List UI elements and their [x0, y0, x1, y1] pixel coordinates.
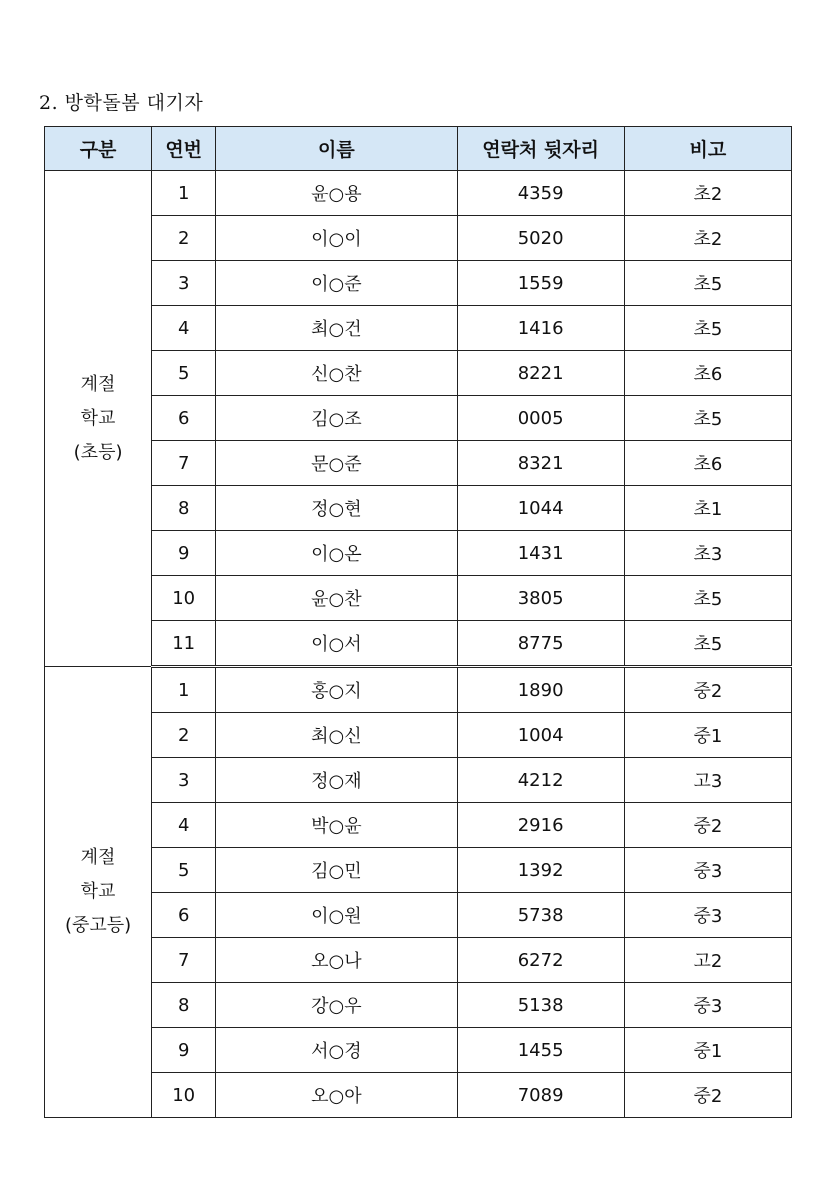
row-phone: 1416: [457, 306, 624, 351]
row-note: 초2: [624, 171, 791, 216]
row-note: 중1: [624, 713, 791, 758]
row-name: 강○우: [216, 983, 457, 1028]
row-name: 오○나: [216, 938, 457, 983]
row-phone: 4359: [457, 171, 624, 216]
row-number: 8: [152, 486, 216, 531]
table-row: [45, 216, 792, 261]
row-number: 2: [152, 216, 216, 261]
row-phone: 6272: [457, 938, 624, 983]
table-row: [45, 893, 792, 938]
row-phone: 7089: [457, 1073, 624, 1118]
row-number: 4: [152, 306, 216, 351]
header-name: 이름: [216, 127, 457, 171]
row-note: 초5: [624, 621, 791, 667]
row-phone: 1559: [457, 261, 624, 306]
row-number: 6: [152, 893, 216, 938]
row-number: 7: [152, 938, 216, 983]
row-number: 11: [152, 621, 216, 667]
row-name: 정○현: [216, 486, 457, 531]
row-note: 중2: [624, 803, 791, 848]
row-name: 윤○용: [216, 171, 457, 216]
row-note: 중3: [624, 893, 791, 938]
group-label-line: 계절: [80, 373, 116, 395]
row-name: 서○경: [216, 1028, 457, 1073]
header-row: [45, 127, 792, 171]
row-number: 9: [152, 1028, 216, 1073]
group-label-line: (중고등): [64, 915, 132, 936]
row-note: 고2: [624, 938, 791, 983]
row-number: 1: [152, 667, 216, 713]
row-number: 8: [152, 983, 216, 1028]
waitlist-table: [44, 126, 792, 1118]
table-row: [45, 713, 792, 758]
row-phone: 1890: [457, 667, 624, 713]
group-elementary: [45, 171, 792, 667]
table-row: [45, 983, 792, 1028]
table-row: [45, 486, 792, 531]
row-note: 중2: [624, 1073, 791, 1118]
table-row: [45, 1073, 792, 1118]
row-number: 1: [152, 171, 216, 216]
group-label-line: 계절: [80, 847, 116, 868]
row-name: 김○민: [216, 848, 457, 893]
row-note: 초6: [624, 351, 791, 396]
row-phone: 5020: [457, 216, 624, 261]
row-phone: 0005: [457, 396, 624, 441]
row-note: 중1: [624, 1028, 791, 1073]
row-name: 이○준: [216, 261, 457, 306]
row-note: 초2: [624, 216, 791, 261]
row-note: 초5: [624, 576, 791, 621]
header-note: 비고: [624, 127, 791, 171]
group-label-line: (초등): [73, 441, 123, 463]
row-number: 6: [152, 396, 216, 441]
header-number: 연번: [152, 127, 216, 171]
row-note: 초3: [624, 531, 791, 576]
row-phone: 2916: [457, 803, 624, 848]
row-number: 3: [152, 261, 216, 306]
row-name: 김○조: [216, 396, 457, 441]
table-row: [45, 938, 792, 983]
row-phone: 1392: [457, 848, 624, 893]
row-name: 홍○지: [216, 667, 457, 713]
row-name: 최○건: [216, 306, 457, 351]
table-row: [45, 1028, 792, 1073]
row-number: 2: [152, 713, 216, 758]
row-phone: 1004: [457, 713, 624, 758]
row-number: 4: [152, 803, 216, 848]
row-number: 9: [152, 531, 216, 576]
row-note: 초1: [624, 486, 791, 531]
row-note: 중2: [624, 667, 791, 713]
row-phone: 1044: [457, 486, 624, 531]
row-note: 초5: [624, 396, 791, 441]
row-name: 문○준: [216, 441, 457, 486]
table-row: [45, 803, 792, 848]
row-number: 5: [152, 848, 216, 893]
row-number: 3: [152, 758, 216, 803]
row-name: 박○윤: [216, 803, 457, 848]
row-name: 이○서: [216, 621, 457, 667]
row-number: 5: [152, 351, 216, 396]
row-number: 10: [152, 576, 216, 621]
row-phone: 5738: [457, 893, 624, 938]
row-phone: 4212: [457, 758, 624, 803]
header-phone: 연락처 뒷자리: [457, 127, 624, 171]
table-row: [45, 667, 792, 713]
header-category: 구분: [45, 127, 152, 171]
row-number: 7: [152, 441, 216, 486]
table-row: [45, 171, 792, 216]
table-row: [45, 576, 792, 621]
row-note: 초6: [624, 441, 791, 486]
row-name: 정○재: [216, 758, 457, 803]
group-label: [45, 171, 152, 667]
row-note: 고3: [624, 758, 791, 803]
row-phone: 1431: [457, 531, 624, 576]
row-name: 이○원: [216, 893, 457, 938]
table-row: [45, 261, 792, 306]
row-phone: 8221: [457, 351, 624, 396]
row-note: 초5: [624, 261, 791, 306]
table-row: [45, 531, 792, 576]
row-name: 윤○찬: [216, 576, 457, 621]
table-row: [45, 351, 792, 396]
table-row: [45, 848, 792, 893]
row-name: 신○찬: [216, 351, 457, 396]
row-note: 중3: [624, 848, 791, 893]
group-label-line: 학교: [80, 881, 116, 902]
row-name: 최○신: [216, 713, 457, 758]
row-phone: 8321: [457, 441, 624, 486]
group-label: [45, 667, 152, 1118]
table-row: [45, 758, 792, 803]
row-name: 이○온: [216, 531, 457, 576]
row-name: 오○아: [216, 1073, 457, 1118]
row-note: 초5: [624, 306, 791, 351]
row-note: 중3: [624, 983, 791, 1028]
row-phone: 8775: [457, 621, 624, 667]
group-middle-high: [45, 667, 792, 1118]
row-number: 10: [152, 1073, 216, 1118]
row-phone: 5138: [457, 983, 624, 1028]
section-title: 2. 방학돌봄 대기자: [39, 92, 204, 114]
row-phone: 3805: [457, 576, 624, 621]
row-name: 이○이: [216, 216, 457, 261]
group-label-line: 학교: [80, 407, 116, 429]
table-row: [45, 621, 792, 667]
table-row: [45, 396, 792, 441]
row-phone: 1455: [457, 1028, 624, 1073]
table-row: [45, 306, 792, 351]
table-row: [45, 441, 792, 486]
